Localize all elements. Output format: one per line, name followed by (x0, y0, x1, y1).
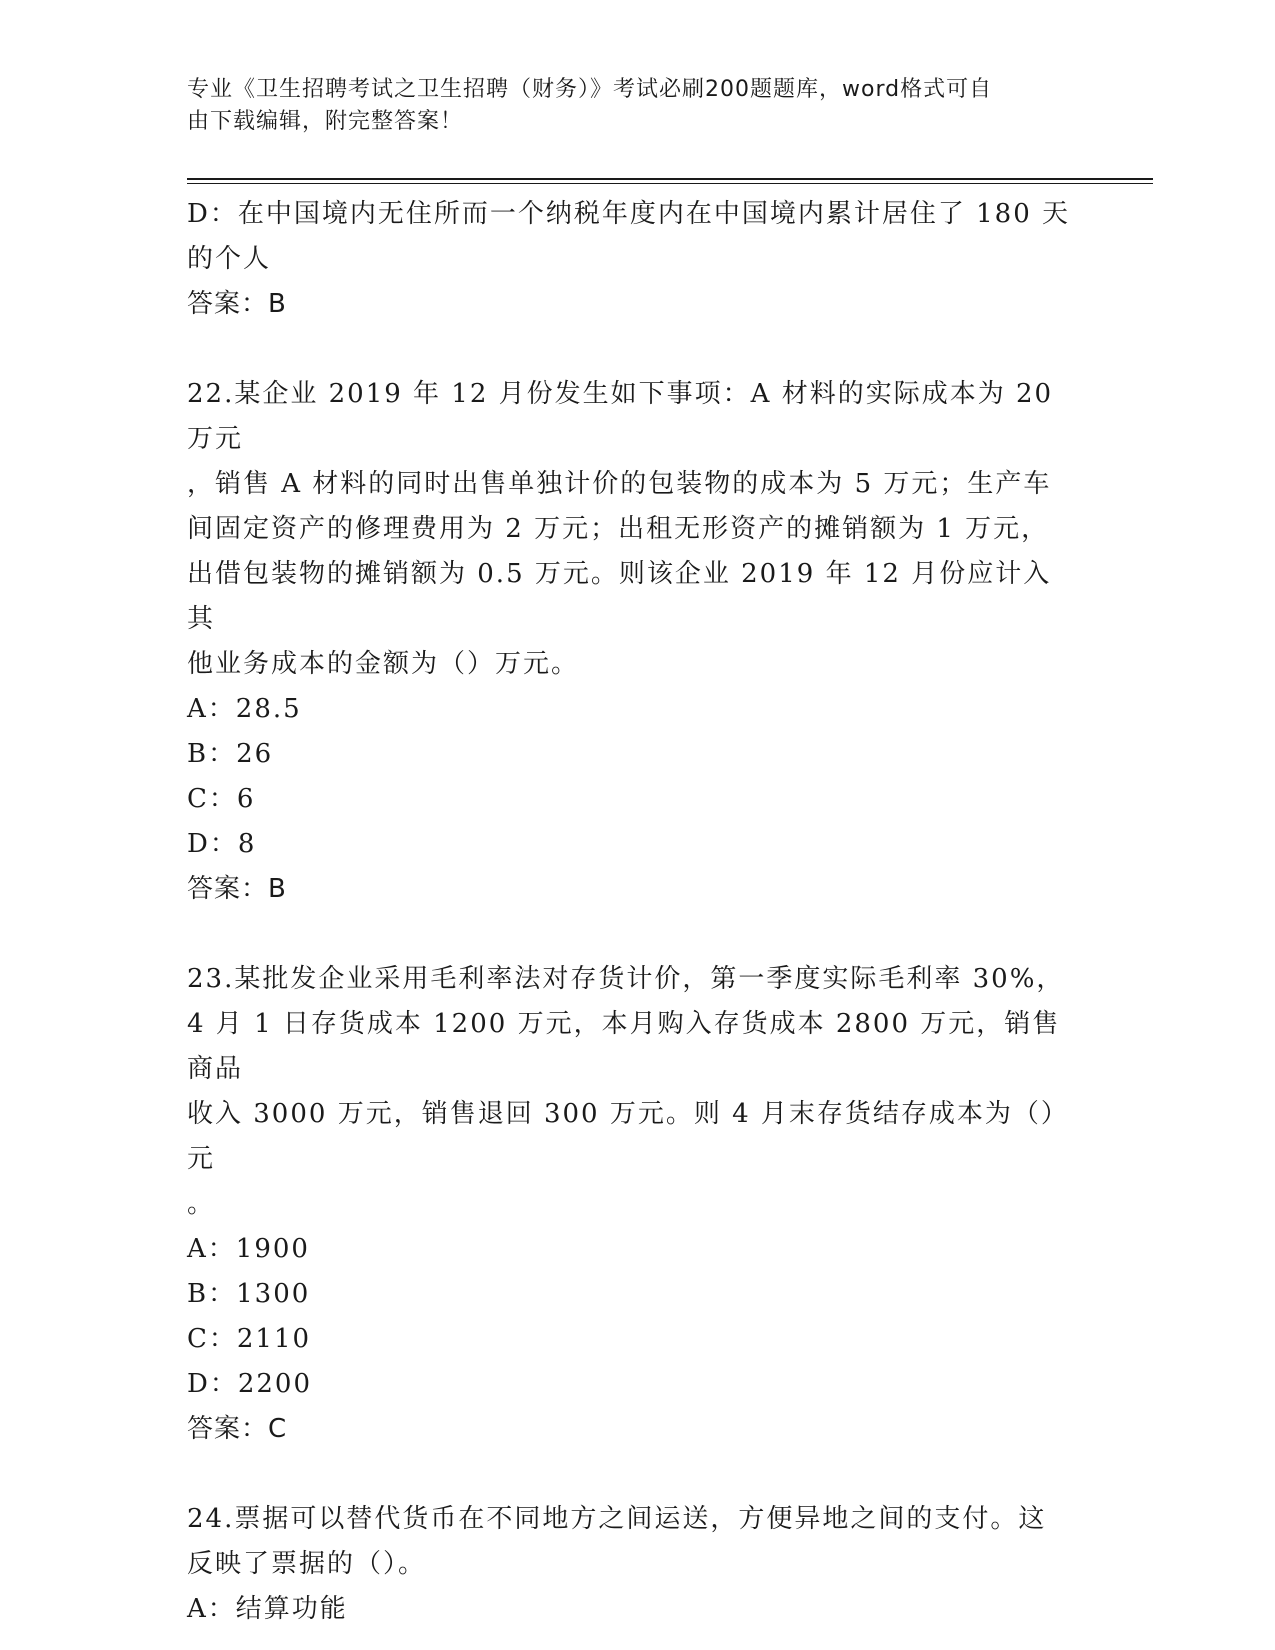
header-line-2: 由下载编辑，附完整答案！ (187, 109, 464, 134)
question-22-line-4: 出借包装物的摊销额为 0.5 万元。则该企业 2019 年 12 月份应计入其 (187, 559, 1052, 634)
question-23 (187, 957, 1077, 1452)
question-23-option-d: D：2200 (187, 1369, 313, 1399)
question-22 (187, 372, 1077, 912)
question-22-option-d: D：8 (187, 829, 257, 859)
option-d-line-1: D：在中国境内无住所而一个纳税年度内在中国境内累计居住了 180 天 (187, 199, 1071, 229)
header-divider-thick (187, 178, 1153, 180)
answer-22: 答案：B (187, 874, 287, 904)
question-22-option-b: B：26 (187, 739, 274, 769)
question-24 (187, 1497, 1077, 1632)
option-d-line-2: 的个人 (187, 244, 272, 274)
question-22-option-a: A：28.5 (187, 694, 302, 724)
question-23-line-4: 。 (187, 1189, 216, 1219)
question-23-line-2: 4 月 1 日存货成本 1200 万元，本月购入存货成本 2800 万元，销售商品 (187, 1009, 1061, 1084)
document-header (187, 74, 1067, 138)
question-23-line-1: 23.某批发企业采用毛利率法对存货计价，第一季度实际毛利率 30%， (187, 964, 1065, 994)
question-22-line-3: 间固定资产的修理费用为 2 万元；出租无形资产的摊销额为 1 万元， (187, 514, 1050, 544)
question-gap (187, 1452, 1077, 1497)
question-23-line-3: 收入 3000 万元，销售退回 300 万元。则 4 月末存货结存成本为（）元 (187, 1099, 1069, 1174)
question-22-line-5: 他业务成本的金额为（）万元。 (187, 649, 580, 679)
answer-23: 答案：C (187, 1414, 288, 1444)
question-gap (187, 327, 1077, 372)
question-23-option-c: C：2110 (187, 1324, 312, 1354)
question-23-option-b: B：1300 (187, 1279, 311, 1309)
question-23-option-a: A：1900 (187, 1234, 310, 1264)
question-24-line-1: 24.票据可以替代货币在不同地方之间运送，方便异地之间的支付。这 (187, 1504, 1047, 1534)
header-line-1: 专业《卫生招聘考试之卫生招聘（财务）》考试必刷200题题库，word格式可自 (187, 77, 993, 102)
question-22-option-c: C：6 (187, 784, 256, 814)
question-24-option-a: A：结算功能 (187, 1594, 348, 1624)
question-gap (187, 912, 1077, 957)
document-body (187, 192, 1077, 1632)
header-divider-thin (187, 183, 1153, 184)
answer-21: 答案：B (187, 289, 287, 319)
question-22-line-2: ，销售 A 材料的同时出售单独计价的包装物的成本为 5 万元；生产车 (187, 469, 1052, 499)
question-21-tail (187, 192, 1077, 327)
question-22-line-1: 22.某企业 2019 年 12 月份发生如下事项：A 材料的实际成本为 20 万元 (187, 379, 1064, 454)
question-24-line-2: 反映了票据的（）。 (187, 1549, 427, 1579)
